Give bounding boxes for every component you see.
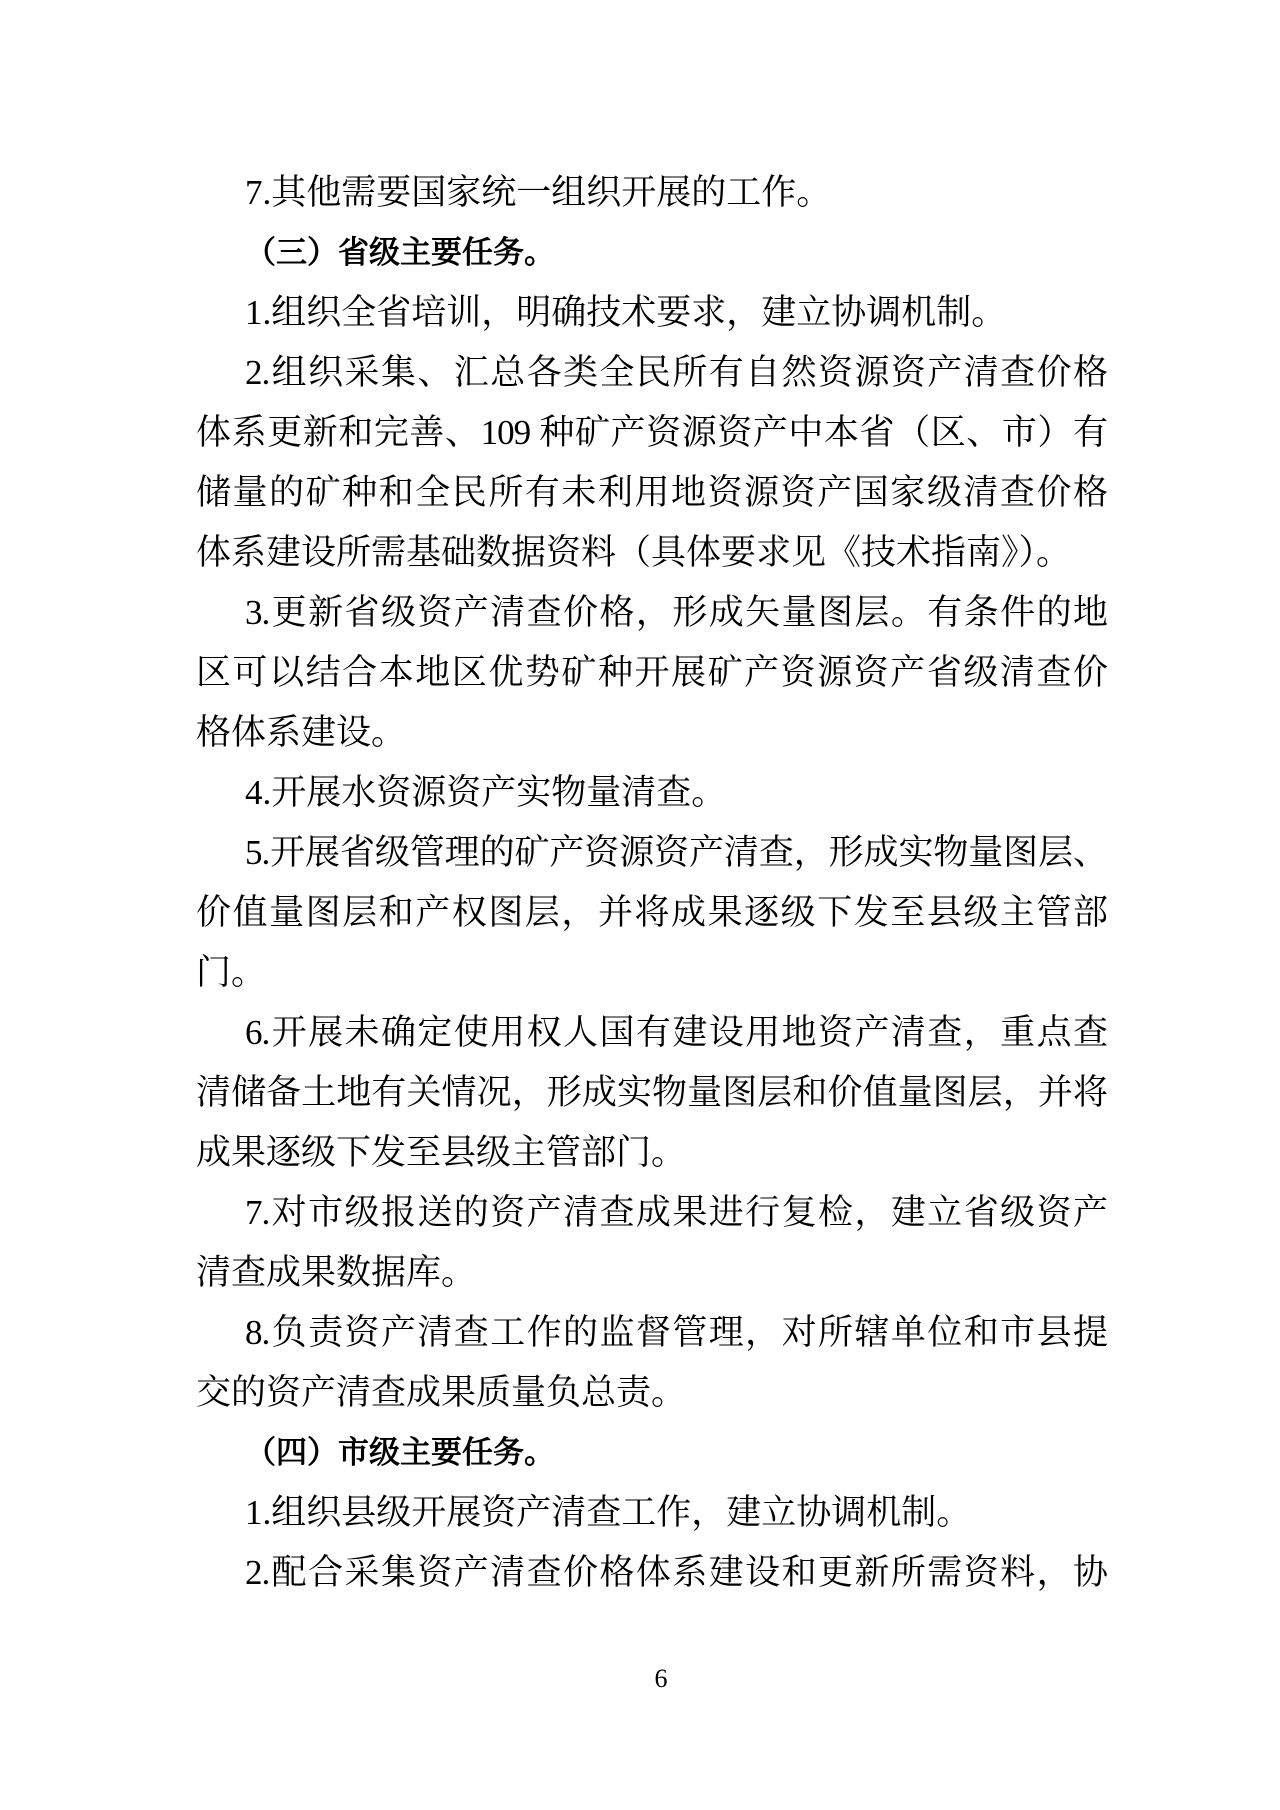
section-heading: （三）省级主要任务。 xyxy=(245,235,555,270)
text-line: 3.更新省级资产清查价格，形成矢量图层。有条件的地 xyxy=(245,593,1107,632)
text-line: 8.负责资产清查工作的监督管理，对所辖单位和市县提 xyxy=(245,1313,1107,1352)
text-line: 6.开展未确定使用权人国有建设用地资产清查，重点查 xyxy=(245,1013,1107,1052)
page-number: 6 xyxy=(654,1664,668,1693)
text-line: 2.组织采集、汇总各类全民所有自然资源资产清查价格 xyxy=(245,353,1107,392)
text-line: 格体系建设。 xyxy=(196,713,407,752)
text-line: 1.组织全省培训，明确技术要求，建立协调机制。 xyxy=(245,293,1007,332)
text-line: 4.开展水资源资产实物量清查。 xyxy=(245,773,727,812)
text-line: 区可以结合本地区优势矿种开展矿产资源资产省级清查价 xyxy=(196,653,1107,692)
text-line: 储量的矿种和全民所有未利用地资源资产国家级清查价格 xyxy=(196,473,1107,512)
text-line: 门。 xyxy=(196,953,267,992)
text-line: 5.开展省级管理的矿产资源资产清查，形成实物量图层、 xyxy=(245,833,1107,872)
text-line: 体系更新和完善、109 种矿产资源资产中本省（区、市）有 xyxy=(196,413,1107,452)
document-body xyxy=(196,163,1107,1603)
text-line: 7.对市级报送的资产清查成果进行复检，建立省级资产 xyxy=(245,1193,1107,1232)
text-line: 清储备土地有关情况，形成实物量图层和价值量图层，并将 xyxy=(196,1073,1107,1112)
text-line: 价值量图层和产权图层，并将成果逐级下发至县级主管部 xyxy=(196,893,1107,932)
text-line: 成果逐级下发至县级主管部门。 xyxy=(196,1133,687,1172)
text-line: 清查成果数据库。 xyxy=(196,1253,477,1292)
text-line: 7.其他需要国家统一组织开展的工作。 xyxy=(245,173,832,212)
section-heading: （四）市级主要任务。 xyxy=(245,1435,555,1470)
text-line: 2.配合采集资产清查价格体系建设和更新所需资料，协 xyxy=(245,1553,1107,1592)
text-line: 交的资产清查成果质量负总责。 xyxy=(196,1373,687,1412)
text-line: 1.组织县级开展资产清查工作，建立协调机制。 xyxy=(245,1493,972,1532)
text-line: 体系建设所需基础数据资料（具体要求见《技术指南》）。 xyxy=(196,533,1072,572)
